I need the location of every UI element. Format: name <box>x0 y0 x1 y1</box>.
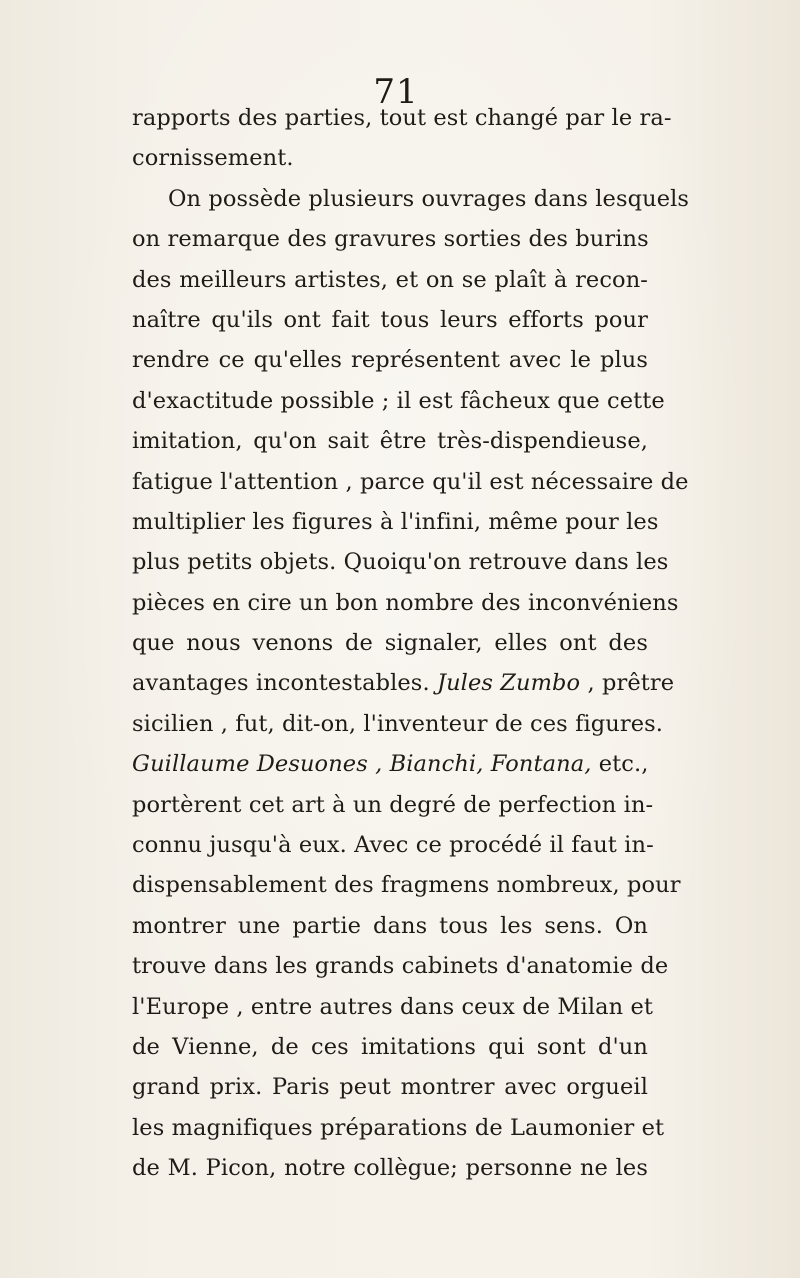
text-line: de M. Picon, notre collègue; personne ne les <box>132 1155 648 1182</box>
text-line: naître qu'ils ont fait tous leurs efforts pour <box>132 306 648 333</box>
text-line: rendre ce qu'elles représentent avec le plus <box>132 347 648 374</box>
text-line: l'Europe , entre autres dans ceux de Milan et <box>132 993 654 1020</box>
text-line: que nous venons de signaler, elles ont des <box>132 630 648 657</box>
text-line: rapports des parties, tout est changé par le ra- <box>132 105 672 131</box>
text-line: montrer une partie dans tous les sens. On <box>132 912 648 939</box>
text-line: multiplier les figures à l'infini, même pour les <box>132 508 659 535</box>
text-line: d'exactitude possible ; il est fâcheux que cette <box>132 387 665 414</box>
text-line: avantages incontestables. Jules Zumbo , prêtre <box>132 670 675 697</box>
body-text <box>132 98 690 1189</box>
text-line: imitation, qu'on sait être très-dispendieuse, <box>132 428 648 455</box>
text-line: dispensablement des fragmens nombreux, pour <box>132 872 681 899</box>
text-line: des meilleurs artistes, et on se plaît à recon- <box>132 266 648 293</box>
text-line: pièces en cire un bon nombre des inconvéniens <box>132 589 679 616</box>
text-line: plus petits objets. Quoiqu'on retrouve dans les <box>132 549 669 576</box>
text-line: on remarque des gravures sorties des burins <box>132 226 649 253</box>
text-line: cornissement. <box>132 145 294 172</box>
text-line: connu jusqu'à eux. Avec ce procédé il faut in- <box>132 832 654 859</box>
text-line: trouve dans les grands cabinets d'anatomie de <box>132 953 669 980</box>
page-number: 71 <box>373 72 419 112</box>
text-line: grand prix. Paris peut montrer avec orgueil <box>132 1074 648 1101</box>
text-line: sicilien , fut, dit-on, l'inventeur de ces figures. <box>132 710 664 737</box>
text-line: Guillaume Desuones , Bianchi, Fontana, etc., <box>132 751 649 778</box>
text-line: portèrent cet art à un degré de perfection in- <box>132 791 654 818</box>
person-names: Guillaume Desuones , Bianchi, Fontana, <box>132 751 592 778</box>
text-line: fatigue l'attention , parce qu'il est nécessaire de <box>132 468 689 495</box>
person-name: Jules Zumbo <box>436 670 581 697</box>
text-line: de Vienne, de ces imitations qui sont d'un <box>132 1033 648 1060</box>
text-line: On possède plusieurs ouvrages dans lesquels <box>168 185 690 212</box>
text-line: les magnifiques préparations de Laumonier et <box>132 1114 665 1141</box>
